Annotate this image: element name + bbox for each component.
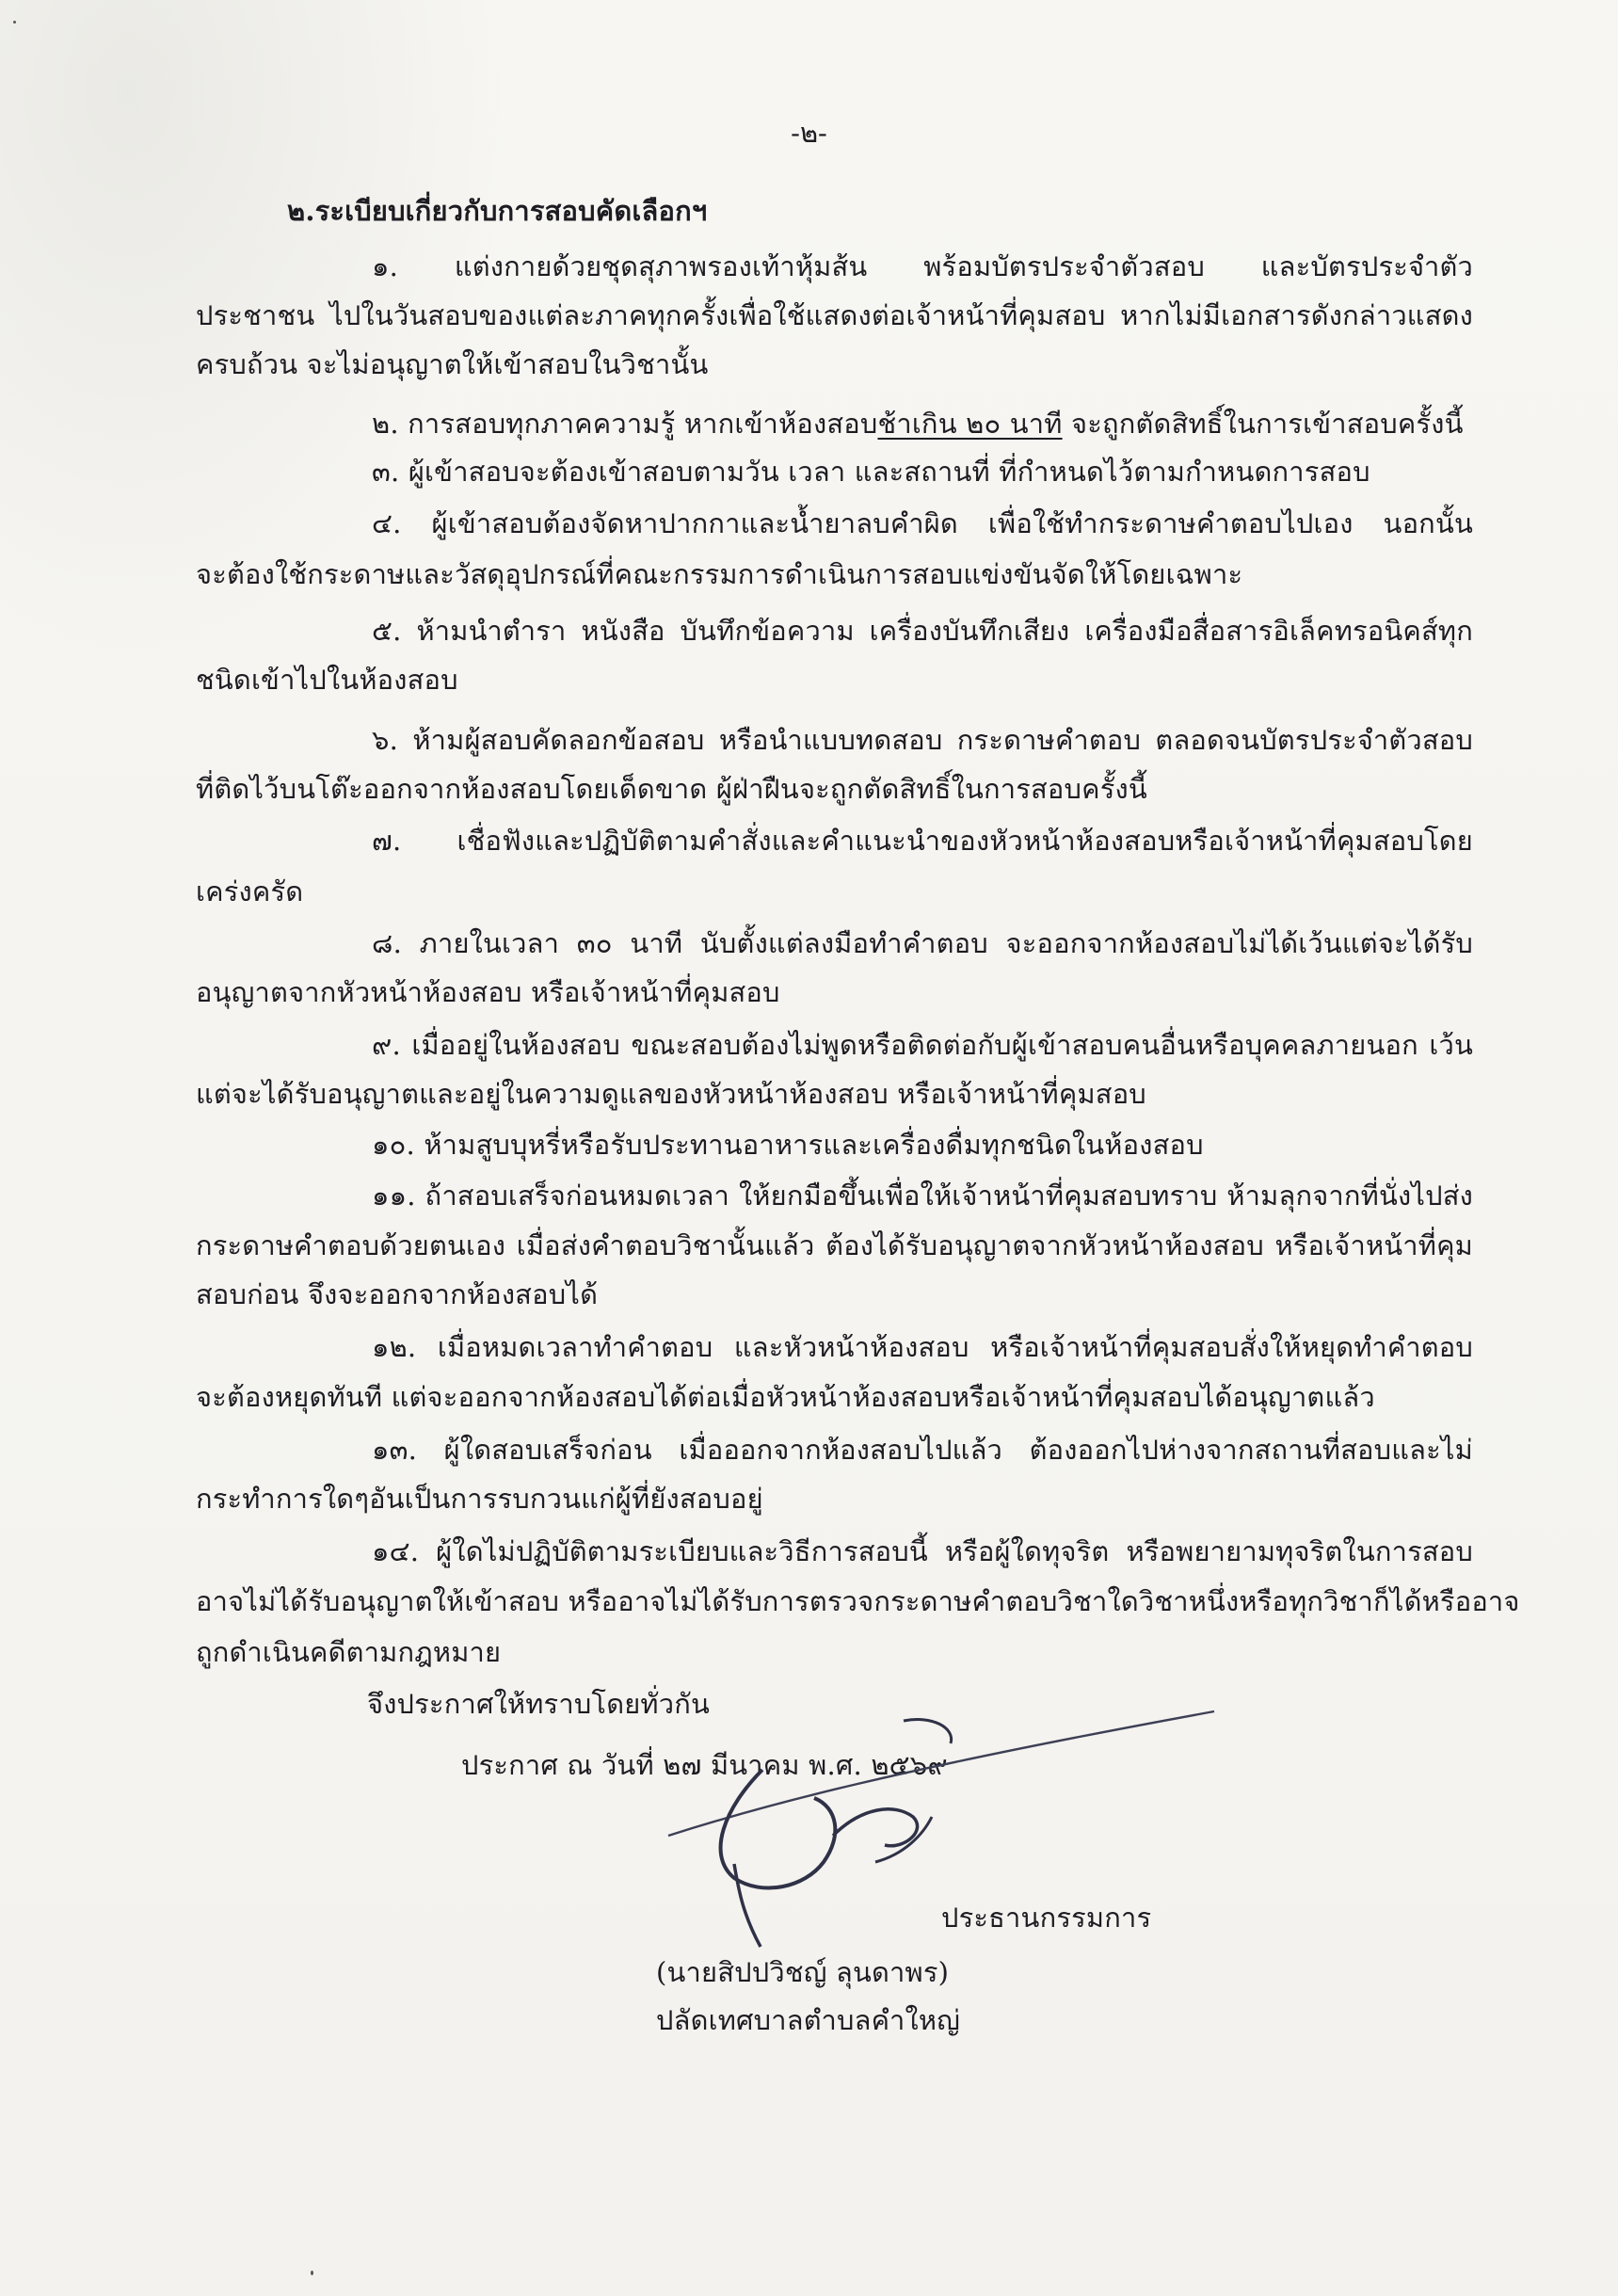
rule-1-continuation: ครบถ้วน จะไม่อนุญาตให้เข้าสอบในวิชานั้น	[196, 348, 709, 380]
announce-prefix: ประกาศ ณ วันที่	[461, 1749, 654, 1781]
rule-14-continuation: อาจไม่ได้รับอนุญาตให้เข้าสอบ หรืออาจไม่ได้รับการตรวจกระดาษคำตอบวิชาใดวิชาหนึ่งหรือทุกวิชาก็ได้หรืออาจ	[196, 1585, 1520, 1617]
rule-9-continuation: แต่จะได้รับอนุญาตและอยู่ในความดูแลของหัวหน้าห้องสอบ หรือเจ้าหน้าที่คุมสอบ	[196, 1078, 1146, 1110]
rule-14-text: ๑๔. ผู้ใดไม่ปฏิบัติตามระเบียบและวิธีการสอบนี้ หรือผู้ใดทุจริต หรือพยายามทุจริตในการสอบ	[372, 1535, 1473, 1567]
rule-5-text: ๕. ห้ามนำตำรา หนังสือ บันทึกข้อความ เครื่องบันทึกเสียง เครื่องมือสื่อสารอิเล็คทรอนิคส์ทุก	[372, 615, 1473, 647]
rule-9-text: ๙. เมื่ออยู่ในห้องสอบ ขณะสอบต้องไม่พูดหรือติดต่อกับผู้เข้าสอบคนอื่นหรือบุคคลภายนอก เว้น	[372, 1029, 1473, 1061]
rule-12-text: ๑๒. เมื่อหมดเวลาทำคำตอบ และหัวหน้าห้องสอบ หรือเจ้าหน้าที่คุมสอบสั่งให้หยุดทำคำตอบ	[372, 1331, 1473, 1363]
rule-2-prefix: ๒. การสอบทุกภาคความรู้ หากเข้าห้องสอบ	[372, 408, 878, 440]
rule-6-text: ๖. ห้ามผู้สอบคัดลอกข้อสอบ หรือนำแบบทดสอบ กระดาษคำตอบ ตลอดจนบัตรประจำตัวสอบ	[372, 724, 1473, 756]
rule-1-continuation: ประชาชน ไปในวันสอบของแต่ละภาคทุกครั้งเพื่อใช้แสดงต่อเจ้าหน้าที่คุมสอบ หากไม่มีเอกสารดังกล่าวแสดง	[196, 299, 1473, 331]
rule-8-continuation: อนุญาตจากหัวหน้าห้องสอบ หรือเจ้าหน้าที่คุมสอบ	[196, 976, 780, 1008]
page-number: -๒-	[791, 117, 827, 149]
rule-8-text: ๘. ภายในเวลา ๓๐ นาที นับตั้งแต่ลงมือทำคำตอบ จะออกจากห้องสอบไม่ได้เว้นแต่จะได้รับ	[372, 927, 1473, 959]
rule-2-underlined-time: ช้าเกิน ๒๐ นาที	[877, 408, 1063, 440]
handwritten-signature	[649, 1694, 1233, 1949]
rule-6-continuation: ที่ติดไว้บนโต๊ะออกจากห้องสอบโดยเด็ดขาด ผู้ฝ่าฝืนจะถูกตัดสิทธิ์ในการสอบครั้งนี้	[196, 773, 1147, 805]
rule-13-continuation: กระทำการใดๆอันเป็นการรบกวนแก่ผู้ที่ยังสอบอยู่	[196, 1483, 763, 1515]
announce-year-prefix: พ.ศ.	[809, 1749, 862, 1781]
rule-3-text: ๓. ผู้เข้าสอบจะต้องเข้าสอบตามวัน เวลา และสถานที่ ที่กำหนดไว้ตามกำหนดการสอบ	[372, 456, 1370, 488]
scan-speck	[311, 2271, 313, 2275]
rule-11-continuation: สอบก่อน จึงจะออกจากห้องสอบได้	[196, 1278, 599, 1310]
rule-2-suffix: จะถูกตัดสิทธิ์ในการเข้าสอบครั้งนี้	[1062, 408, 1464, 440]
rule-7-continuation: เคร่งครัด	[196, 875, 304, 907]
rule-10-text: ๑๐. ห้ามสูบบุหรี่หรือรับประทานอาหารและเครื่องดื่มทุกชนิดในห้องสอบ	[372, 1129, 1204, 1161]
announce-day: ๒๗	[663, 1749, 702, 1781]
announce-year: ๒๕๖๙	[871, 1749, 948, 1781]
rule-4-continuation: จะต้องใช้กระดาษและวัสดุอุปกรณ์ที่คณะกรรมการดำเนินการสอบแข่งขันจัดให้โดยเฉพาะ	[196, 558, 1243, 590]
rule-11-continuation: กระดาษคำตอบด้วยตนเอง เมื่อส่งคำตอบวิชานั้นแล้ว ต้องได้รับอนุญาตจากหัวหน้าห้องสอบ หรือเจ้าหน้าที่คุม	[196, 1229, 1473, 1261]
rule-1-text: ๑. แต่งกายด้วยชุดสุภาพรองเท้าหุ้มส้น พร้อมบัตรประจำตัวสอบ และบัตรประจำตัว	[372, 250, 1473, 282]
signatory-title: ปลัดเทศบาลตำบลคำใหญ่	[656, 2004, 961, 2036]
rule-11-text: ๑๑. ถ้าสอบเสร็จก่อนหมดเวลา ให้ยกมือขึ้นเพื่อให้เจ้าหน้าที่คุมสอบทราบ ห้ามลุกจากที่นั่งไปส่ง	[372, 1180, 1473, 1212]
rule-12-continuation: จะต้องหยุดทันที แต่จะออกจากห้องสอบได้ต่อเมื่อหัวหน้าห้องสอบหรือเจ้าหน้าที่คุมสอบได้อนุญาตแล้ว	[196, 1381, 1375, 1413]
scan-speck	[13, 21, 16, 24]
rule-4-text: ๔. ผู้เข้าสอบต้องจัดหาปากกาและน้ำยาลบคำผิด เพื่อใช้ทำกระดาษคำตอบไปเอง นอกนั้น	[372, 507, 1473, 539]
announce-month: มีนาคม	[710, 1749, 800, 1781]
signatory-name: (นายสิปปวิชญ์ ลุนดาพร)	[656, 1956, 950, 1988]
rule-14-continuation: ถูกดำเนินคดีตามกฎหมาย	[196, 1636, 502, 1668]
rule-2-text	[372, 405, 1464, 442]
rule-13-text: ๑๓. ผู้ใดสอบเสร็จก่อน เมื่อออกจากห้องสอบไปแล้ว ต้องออกไปห่างจากสถานที่สอบและไม่	[372, 1434, 1473, 1466]
rule-7-text: ๗. เชื่อฟังและปฏิบัติตามคำสั่งและคำแนะนำของหัวหน้าห้องสอบหรือเจ้าหน้าที่คุมสอบโดย	[372, 825, 1473, 857]
section-heading: ๒.ระเบียบเกี่ยวกับการสอบคัดเลือกฯ	[287, 195, 708, 227]
closing-statement: จึงประกาศให้ทราบโดยทั่วกัน	[367, 1688, 711, 1720]
signatory-position: ประธานกรรมการ	[941, 1902, 1152, 1934]
rule-5-continuation: ชนิดเข้าไปในห้องสอบ	[196, 664, 458, 696]
